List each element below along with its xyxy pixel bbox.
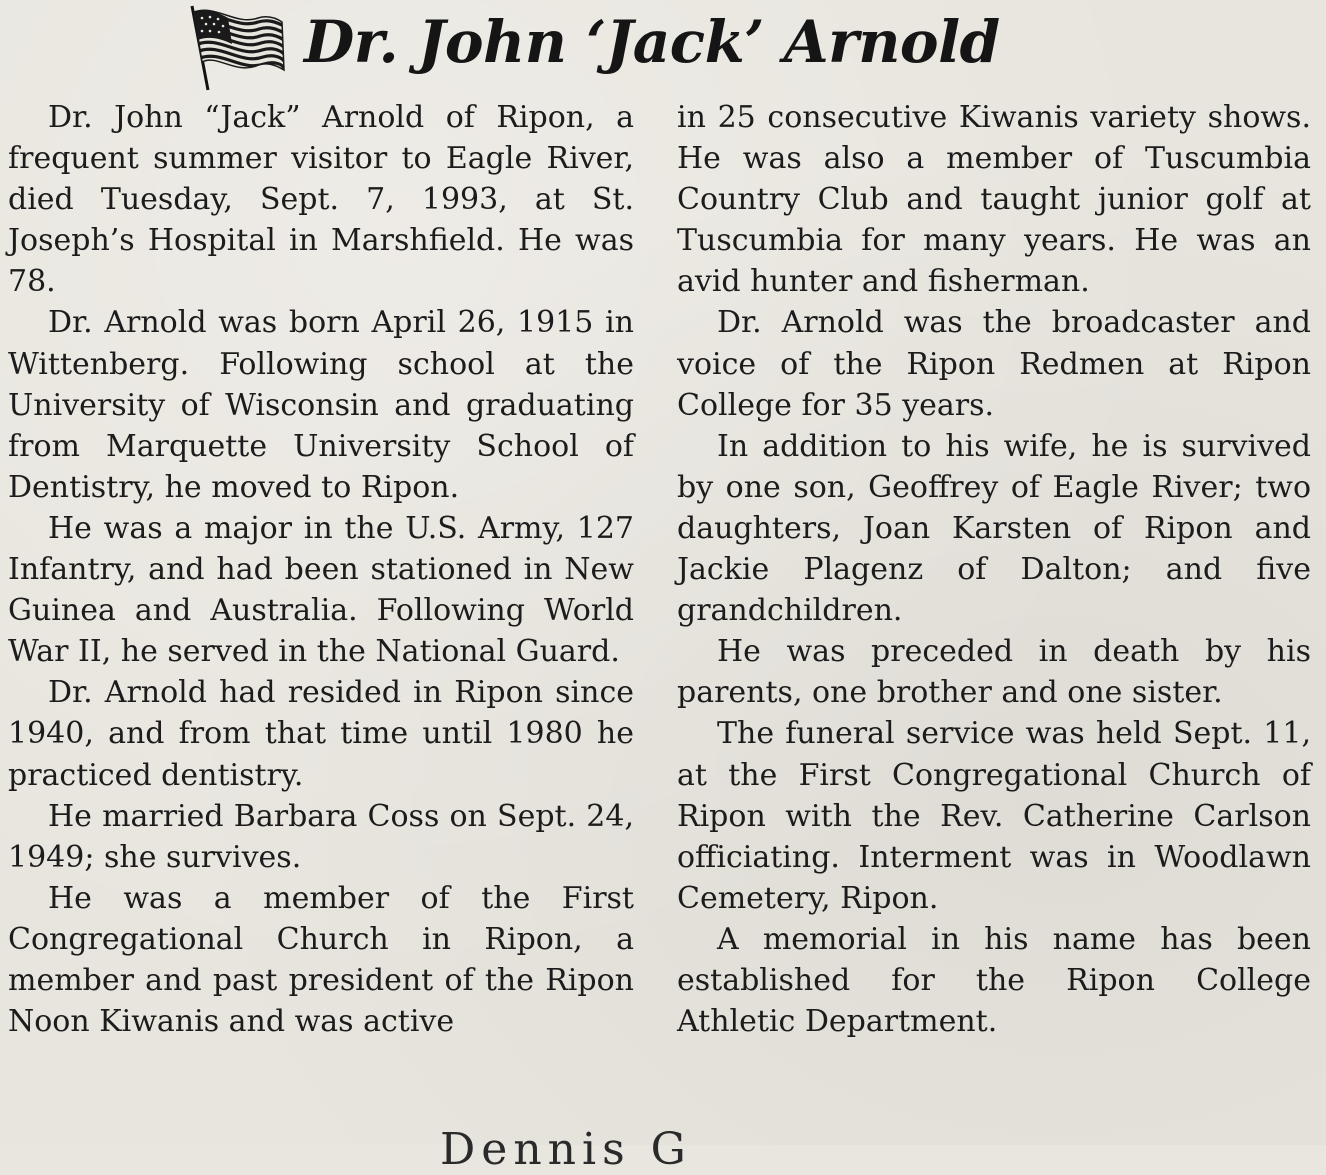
paragraph-preceded-in-death: He was preceded in death by his parents, one brother and one sister.: [677, 634, 1311, 711]
paragraph-death-notice: Dr. John “Jack” Arnold of Ripon, a frequent summer visitor to Eagle River, died Tuesday, Sept. 7, 1993, at St. Joseph’s Hospital in Marshfield. He was 78.: [8, 100, 634, 300]
paragraph-funeral-service: The funeral service was held Sept. 11, at the First Congregational Church of Ripon with the Rev. Catherine Carlson officiating. Interment was in Woodlawn Cemetery, Ripon.: [677, 716, 1311, 916]
paragraph-marriage: He married Barbara Coss on Sept. 24, 1949; she survives.: [8, 798, 634, 875]
paragraph-memberships: He was a member of the First Congregational Church in Ripon, a member and past president of the Ripon Noon Kiwanis and was active: [8, 880, 634, 1040]
paragraph-memberships-continued: in 25 consecutive Kiwanis variety shows. He was also a member of Tuscumbia Country Club and taught junior golf at Tuscumbia for many years. He was an avid hunter and fisherman.: [677, 100, 1311, 300]
paragraph-memorial: A memorial in his name has been established for the Ripon College Athletic Department.: [677, 921, 1311, 1040]
paragraph-dentistry-career: Dr. Arnold had resided in Ripon since 1940, and from that time until 1980 he practiced dentistry.: [8, 675, 634, 793]
obituary-headline: Dr. John ‘Jack’ Arnold: [304, 8, 1000, 76]
american-flag-icon: [186, 4, 286, 92]
paragraph-military-service: He was a major in the U.S. Army, 127 Infantry, and had been stationed in New Guinea and Australia. Following World War II, he served in the National Guard.: [8, 510, 634, 670]
paragraph-birth-education: Dr. Arnold was born April 26, 1915 in Wittenberg. Following school at the University of Wisconsin and graduating from Marquette University School of Dentistry, he moved to Ripon.: [8, 305, 634, 505]
right-column: [677, 97, 1311, 1042]
paragraph-broadcaster: Dr. Arnold was the broadcaster and voice of the Ripon Redmen at Ripon College for 35 years.: [677, 305, 1311, 423]
paragraph-survivors: In addition to his wife, he is survived by one son, Geoffrey of Eagle River; two daughters, Joan Karsten of Ripon and Jackie Plagenz of Dalton; and five grandchildren.: [677, 428, 1311, 629]
headline-row: [186, 0, 1186, 92]
next-article-headline-partial: Dennis G: [440, 1124, 692, 1175]
left-column: [8, 97, 634, 1042]
